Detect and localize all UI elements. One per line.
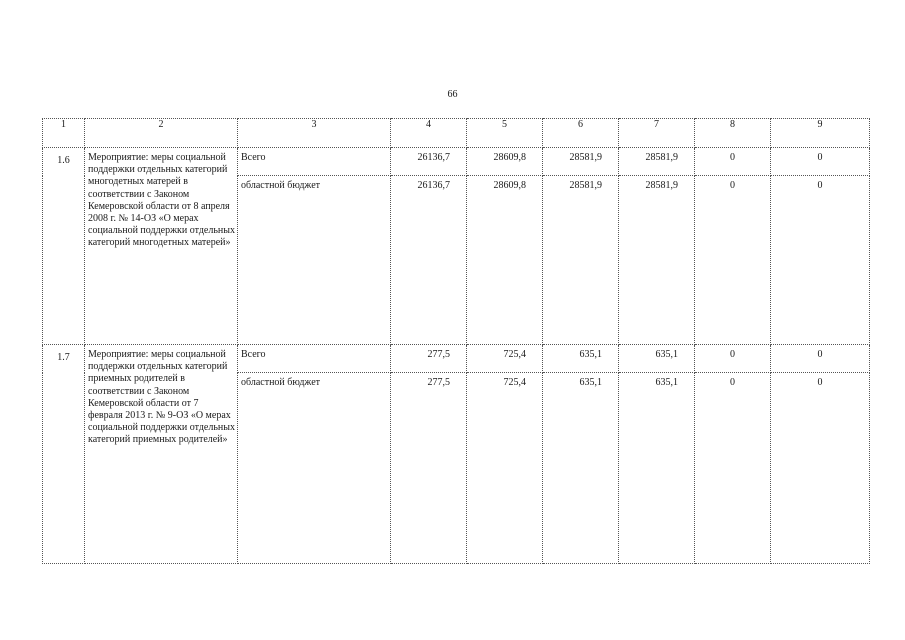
value-cell: 635,1 bbox=[543, 373, 619, 564]
value-cell: 28581,9 bbox=[543, 176, 619, 345]
funding-source: областной бюджет bbox=[238, 373, 391, 564]
funding-source: Всего bbox=[238, 148, 391, 176]
value-cell: 635,1 bbox=[619, 345, 695, 373]
value-cell: 28581,9 bbox=[543, 148, 619, 176]
measure-description: Мероприятие: меры социальной поддержки отдельных категорий приемных родителей в соответствии с Законом Кемеровской области от 7 февраля 2013 г. № 9-ОЗ «О мерах социальной поддержки отдельных категорий приемных родителей» bbox=[85, 345, 238, 564]
value-cell: 0 bbox=[771, 373, 870, 564]
value-cell: 0 bbox=[695, 148, 771, 176]
budget-table bbox=[42, 118, 870, 564]
header-cell: 4 bbox=[391, 119, 467, 148]
funding-source: областной бюджет bbox=[238, 176, 391, 345]
header-cell: 6 bbox=[543, 119, 619, 148]
value-cell: 277,5 bbox=[391, 345, 467, 373]
value-cell: 725,4 bbox=[467, 345, 543, 373]
value-cell: 0 bbox=[695, 345, 771, 373]
header-cell: 5 bbox=[467, 119, 543, 148]
value-cell: 26136,7 bbox=[391, 148, 467, 176]
value-cell: 635,1 bbox=[619, 373, 695, 564]
value-cell: 635,1 bbox=[543, 345, 619, 373]
table-row bbox=[43, 148, 870, 176]
value-cell: 28581,9 bbox=[619, 148, 695, 176]
value-cell: 28581,9 bbox=[619, 176, 695, 345]
header-cell: 9 bbox=[771, 119, 870, 148]
value-cell: 277,5 bbox=[391, 373, 467, 564]
value-cell: 28609,8 bbox=[467, 148, 543, 176]
page-number: 66 bbox=[447, 89, 458, 100]
header-cell: 8 bbox=[695, 119, 771, 148]
value-cell: 0 bbox=[695, 176, 771, 345]
value-cell: 0 bbox=[771, 148, 870, 176]
funding-source: Всего bbox=[238, 345, 391, 373]
header-row bbox=[43, 119, 870, 148]
value-cell: 0 bbox=[771, 345, 870, 373]
value-cell: 26136,7 bbox=[391, 176, 467, 345]
header-cell: 2 bbox=[85, 119, 238, 148]
row-number: 1.7 bbox=[43, 345, 85, 564]
header-cell: 1 bbox=[43, 119, 85, 148]
value-cell: 725,4 bbox=[467, 373, 543, 564]
header-cell: 7 bbox=[619, 119, 695, 148]
value-cell: 0 bbox=[695, 373, 771, 564]
row-number: 1.6 bbox=[43, 148, 85, 345]
value-cell: 28609,8 bbox=[467, 176, 543, 345]
value-cell: 0 bbox=[771, 176, 870, 345]
measure-description: Мероприятие: меры социальной поддержки отдельных категорий многодетных матерей в соответствии с Законом Кемеровской области от 8 апреля 2008 г. № 14-ОЗ «О мерах социальной поддержки отдельных категорий многодетных матерей» bbox=[85, 148, 238, 345]
table-row bbox=[43, 345, 870, 373]
header-cell: 3 bbox=[238, 119, 391, 148]
